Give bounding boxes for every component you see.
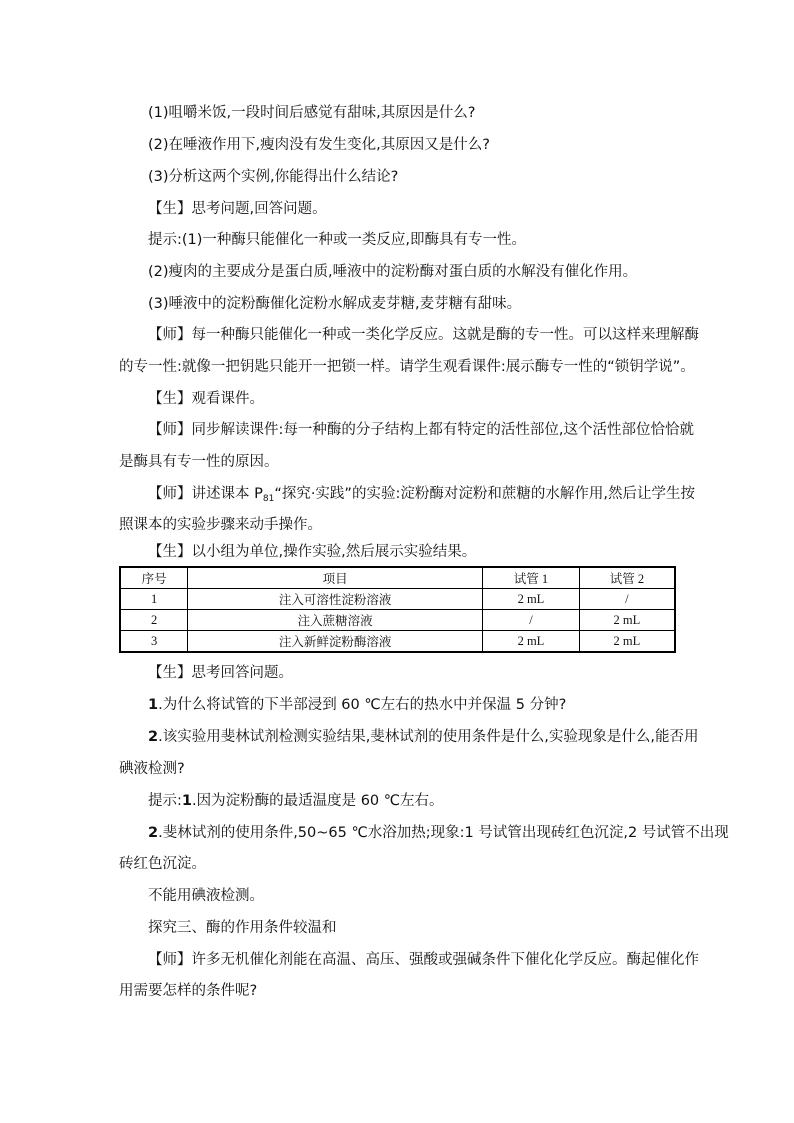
question-text: .该实验用斐林试剂检测实验结果,斐林试剂的使用条件是什么,实验现象是什么,能否用 (158, 729, 699, 745)
cell-tube-2: 2 mL (579, 631, 675, 653)
question-item-1 (148, 696, 566, 714)
header-tube-1: 试管 1 (483, 567, 580, 589)
student-answer-line: 【生】思考回答问题。 (148, 665, 293, 681)
teacher-paragraph-3-rest: “探究·实践”的实验:淀粉酶对淀粉和蔗糖的水解作用,然后让学生按 (274, 486, 695, 502)
question-3: (3)分析这两个实例,你能得出什么结论? (148, 169, 399, 185)
hint-line-3: (3)唾液中的淀粉酶催化淀粉水解成麦芽糖,麦芽糖有甜味。 (148, 296, 522, 312)
header-index: 序号 (120, 567, 188, 589)
teacher-paragraph-1: 【师】每一种酶只能催化一种或一类化学反应。这就是酶的专一性。可以这样来理解酶 (148, 327, 699, 343)
teacher-paragraph-2-cont: 是酶具有专一性的原因。 (119, 454, 279, 470)
hint-prefix: 提示: (148, 793, 182, 809)
header-tube-2: 试管 2 (579, 567, 675, 589)
hint-text: .斐林试剂的使用条件,50~65 ℃水浴加热;现象:1 号试管出现砖红色沉淀,2 号试管不出现 (158, 825, 729, 841)
hint-number: 1 (181, 793, 192, 809)
cell-index: 3 (120, 631, 188, 653)
hint-text: .因为淀粉酶的最适温度是 60 ℃左右。 (191, 793, 444, 809)
table-row (120, 610, 675, 631)
no-iodine-line: 不能用碘液检测。 (148, 888, 264, 904)
hint-item-2-cont: 砖红色沉淀。 (119, 856, 206, 872)
teacher-paragraph-2: 【师】同步解读课件:每一种酶的分子结构上都有特定的活性部位,这个活性部位恰恰就 (148, 422, 694, 438)
teacher-paragraph-3-text: 【师】讲述课本 P (148, 486, 263, 502)
header-item: 项目 (188, 567, 483, 589)
question-item-2-cont: 碘液检测? (119, 761, 185, 777)
section-heading: 探究三、酶的作用条件较温和 (148, 920, 337, 936)
question-number: 1 (148, 697, 159, 713)
hint-line-2: (2)瘦肉的主要成分是蛋白质,唾液中的淀粉酶对蛋白质的水解没有催化作用。 (148, 264, 638, 280)
table-header-row (120, 567, 675, 589)
student-line: 【生】思考问题,回答问题。 (148, 201, 327, 217)
student-experiment-line: 【生】以小组为单位,操作实验,然后展示实验结果。 (148, 544, 477, 560)
table-row (120, 589, 675, 610)
hint-number: 2 (148, 825, 159, 841)
question-text: .为什么将试管的下半部浸到 60 ℃左右的热水中并保温 5 分钟? (158, 697, 567, 713)
hint-line-1: 提示:(1)一种酶只能催化一种或一类反应,即酶具有专一性。 (148, 232, 527, 248)
cell-tube-1: 2 mL (483, 631, 580, 653)
page-subscript: 81 (262, 494, 275, 504)
question-number: 2 (148, 729, 159, 745)
cell-index: 2 (120, 610, 188, 631)
teacher-paragraph-3 (148, 485, 695, 508)
experiment-table (119, 566, 676, 653)
question-item-2 (148, 728, 699, 746)
cell-index: 1 (120, 589, 188, 610)
student-watch-line: 【生】观看课件。 (148, 391, 264, 407)
table-row (120, 631, 675, 653)
cell-tube-1: 2 mL (483, 589, 580, 610)
cell-item: 注入可溶性淀粉溶液 (188, 589, 483, 610)
hint-item-2 (148, 824, 729, 842)
question-1: (1)咀嚼米饭,一段时间后感觉有甜味,其原因是什么? (148, 105, 476, 121)
cell-tube-1: / (483, 610, 580, 631)
cell-item: 注入新鲜淀粉酶溶液 (188, 631, 483, 653)
cell-tube-2: 2 mL (579, 610, 675, 631)
teacher-paragraph-4: 【师】许多无机催化剂能在高温、高压、强酸或强碱条件下催化化学反应。酶起催化作 (148, 952, 699, 968)
teacher-paragraph-4-cont: 用需要怎样的条件呢? (119, 983, 258, 999)
cell-tube-2: / (579, 589, 675, 610)
hint-item-1 (148, 792, 444, 810)
question-2: (2)在唾液作用下,瘦肉没有发生变化,其原因又是什么? (148, 137, 490, 153)
cell-item: 注入蔗糖溶液 (188, 610, 483, 631)
teacher-paragraph-3-cont: 照课本的实验步骤来动手操作。 (119, 517, 322, 533)
teacher-paragraph-1-cont: 的专一性:就像一把钥匙只能开一把锁一样。请学生观看课件:展示酶专一性的“锁钥学说”。 (119, 359, 695, 375)
